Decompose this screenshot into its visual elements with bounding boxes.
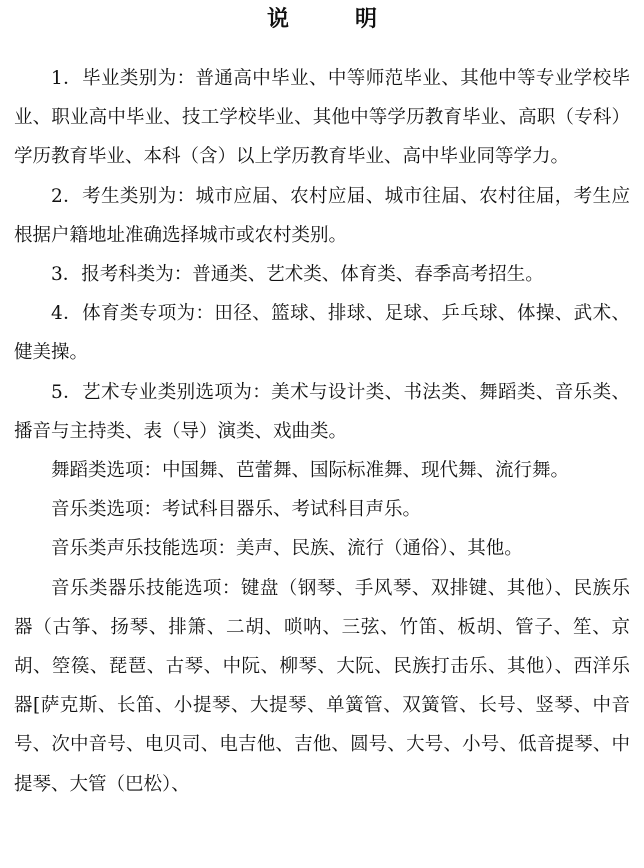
paragraph-instrument-skill-options: 音乐类器乐技能选项：键盘（钢琴、手风琴、双排键、其他）、民族乐器（古筝、扬琴、排箫、二胡、唢呐、三弦、竹笛、板胡、管子、笙、京胡、箜篌、琵琶、古琴、中阮、柳琴、大阮、民族打击乐、其他）、西洋乐器[萨克斯、长笛、小提琴、大提琴、单簧管、双簧管、长号、竖琴、中音号、次中音号、电贝司、电吉他、吉他、圆号、大号、小号、低音提琴、中提琴、大管（巴松）、 (14, 577, 630, 795)
paragraph-music-options: 音乐类选项：考试科目器乐、考试科目声乐。 (51, 499, 422, 521)
paragraph-vocal-skill-options: 音乐类声乐技能选项：美声、民族、流行（通俗）、其他。 (51, 538, 523, 560)
paragraph-art-categories: 5．艺术专业类别选项为：美术与设计类、书法类、舞蹈类、音乐类、播音与主持类、表（导）演类、戏曲类。 (14, 381, 630, 442)
paragraph-dance-options: 舞蹈类选项：中国舞、芭蕾舞、国际标准舞、现代舞、流行舞。 (51, 460, 570, 482)
paragraph-subject-categories: 3．报考科类为：普通类、艺术类、体育类、春季高考招生。 (51, 264, 544, 286)
paragraph-candidate-types: 2．考生类别为：城市应届、农村应届、城市往届、农村往届，考生应根据户籍地址准确选择城市或农村类别。 (14, 185, 630, 246)
paragraph-graduation-types: 1．毕业类别为：普通高中毕业、中等师范毕业、其他中等专业学校毕业、职业高中毕业、技工学校毕业、其他中等学历教育毕业、高职（专科）学历教育毕业、本科（含）以上学历教育毕业、高中毕业同等学力。 (14, 68, 630, 168)
paragraph-sports-specialties: 4．体育类专项为：田径、篮球、排球、足球、乒乓球、体操、武术、健美操。 (14, 303, 630, 364)
document-title: 说 明 (266, 7, 399, 32)
